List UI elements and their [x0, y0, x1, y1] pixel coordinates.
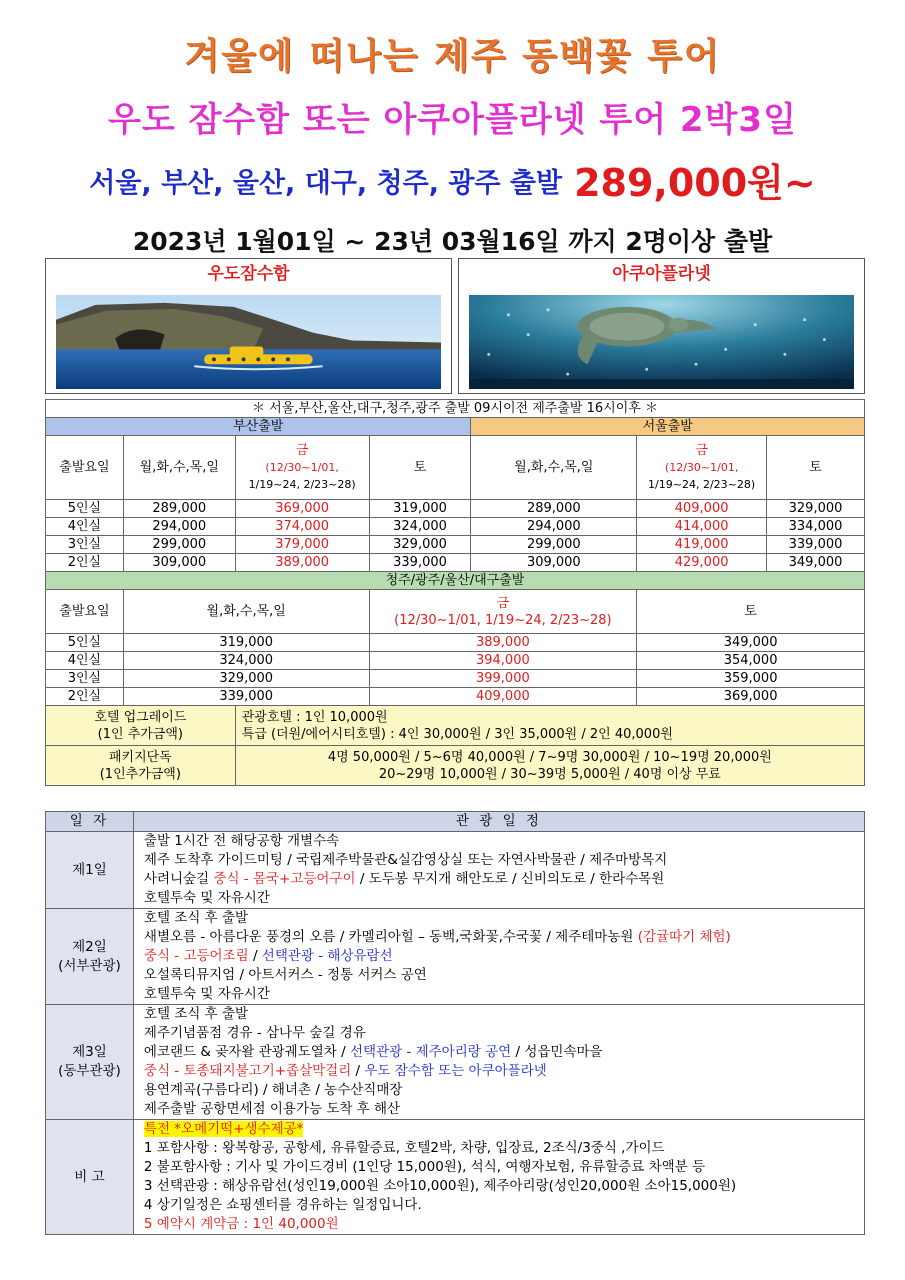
- day1-label: 제1일: [46, 832, 134, 909]
- price-cell: 349,000: [637, 634, 865, 652]
- lunch-text: 중식 - 고등어조림: [143, 948, 249, 964]
- col-friday-note1: (12/30~1/01,: [265, 461, 339, 474]
- hotel-upgrade-label-1: 호텔 업그레이드: [94, 709, 187, 725]
- departure-cities: [0, 152, 905, 207]
- hotel-upgrade-label: [46, 706, 236, 746]
- price-cell: 324,000: [369, 518, 471, 536]
- note-line: 2 불포함사항 : 기사 및 가이드경비 (1인당 15,000원), 석식, 여행자보험, 유류할증료 차액분 등: [143, 1159, 706, 1175]
- col-weekday: 월,화,수,목,일: [123, 436, 235, 500]
- schedule-day3: [46, 1005, 865, 1120]
- price-cell: 329,000: [369, 536, 471, 554]
- photo-row: [45, 258, 865, 394]
- departure-time-notice: ＊ 서울,부산,울산,대구,청주,광주 출발 09시이전 제주출발 16시이후 ＊: [46, 400, 865, 418]
- price-cell: 294,000: [123, 518, 235, 536]
- departure-cities-text: 서울, 부산, 울산, 대구, 청주, 광주 출발: [89, 168, 563, 199]
- price-cell: 369,000: [637, 688, 865, 706]
- table-row: [46, 652, 865, 670]
- schedule-day1: [46, 832, 865, 909]
- col-friday-seoul-label: 금: [695, 443, 708, 458]
- itinerary-line: 제주기념품점 경유 - 삼나무 숲길 경유: [143, 1025, 366, 1041]
- price-cell: 324,000: [123, 652, 369, 670]
- package-label-1: 패키지단독: [108, 749, 172, 765]
- day3-label-sub: (동부관광): [58, 1063, 121, 1079]
- tour-choice-text: 우도 잠수함 또는 아쿠아플라넷: [364, 1063, 547, 1079]
- col-saturday: 토: [369, 436, 471, 500]
- schedule-col-itinerary: 관 광 일 정: [133, 812, 864, 832]
- schedule-col-day: 일 자: [46, 812, 134, 832]
- room-type: 2인실: [46, 554, 124, 572]
- price-cell: 289,000: [471, 500, 637, 518]
- col-weekday-seoul: 월,화,수,목,일: [471, 436, 637, 500]
- photo-aquaplanet: [458, 258, 865, 394]
- itinerary-line: [144, 1120, 861, 1139]
- price-cell: 394,000: [369, 652, 637, 670]
- package-info: [235, 746, 864, 786]
- day3-itinerary: [133, 1005, 864, 1120]
- price-cell: 309,000: [471, 554, 637, 572]
- package-line1: 4명 50,000원 / 5~6명 40,000원 / 7~9명 30,000원 / 10~19명 20,000원: [327, 749, 772, 765]
- col-friday-seoul: [637, 436, 767, 500]
- schedule-notes: [46, 1120, 865, 1235]
- price-cell: 289,000: [123, 500, 235, 518]
- submarine-image: [56, 295, 441, 389]
- special-offer-text: 특전 *오메기떡+생수제공*: [143, 1121, 304, 1137]
- itinerary-line: 호텔 조식 후 출발: [143, 1006, 249, 1022]
- package-line2: 20~29명 10,000원 / 30~39명 5,000원 / 40명 이상 무료: [378, 766, 721, 782]
- table-row: [46, 554, 865, 572]
- table-row: [46, 536, 865, 554]
- table-row: [46, 634, 865, 652]
- notes-content: [133, 1120, 864, 1235]
- package-label-2: (1인추가금액): [99, 766, 181, 782]
- col-friday-seoul-note1: (12/30~1/01,: [664, 461, 739, 474]
- col-friday-seoul-note2: 1/19~24, 2/23~28): [648, 478, 756, 491]
- price-cell: 294,000: [471, 518, 637, 536]
- col-saturday-seoul: 토: [767, 436, 865, 500]
- col-friday: [235, 436, 369, 500]
- price-cell: 354,000: [637, 652, 865, 670]
- hotel-upgrade-line2: 특급 (더원/에어시티호텔) : 4인 30,000원 / 3인 35,000원 / 2인 40,000원: [241, 726, 673, 742]
- col-friday-note2: 1/19~24, 2/23~28): [248, 478, 356, 491]
- package-label: [46, 746, 236, 786]
- price-cell: 409,000: [369, 688, 637, 706]
- price-cell: 374,000: [235, 518, 369, 536]
- hotel-upgrade-label-2: (1인 추가금액): [97, 726, 184, 742]
- room-type: 3인실: [46, 670, 124, 688]
- photo-aquaplanet-title: 아쿠아플라넷: [612, 264, 711, 284]
- price-cell: 329,000: [123, 670, 369, 688]
- note-line: 3 선택관광 : 해상유람선(성인19,000원 소아10,000원), 제주아리랑(성인20,000원 소아15,000원): [143, 1178, 737, 1194]
- price-cell: 309,000: [123, 554, 235, 572]
- col-friday-2: [369, 590, 637, 634]
- itinerary-line: [144, 1062, 861, 1081]
- price-cell: 419,000: [637, 536, 767, 554]
- cheongju-departure-header: 청주/광주/울산/대구출발: [46, 572, 865, 590]
- price-cell: 429,000: [637, 554, 767, 572]
- itinerary-line: [144, 947, 861, 966]
- price-cell: 389,000: [235, 554, 369, 572]
- room-type: 4인실: [46, 652, 124, 670]
- itinerary-line: 출발 1시간 전 해당공항 개별수속: [143, 833, 340, 849]
- tour-subtitle: 우도 잠수함 또는 아쿠아플라넷 투어 2박3일: [108, 100, 797, 140]
- price-cell: 329,000: [767, 500, 865, 518]
- col-saturday-2: 토: [637, 590, 865, 634]
- room-type: 5인실: [46, 634, 124, 652]
- price-cell: 379,000: [235, 536, 369, 554]
- price-cell: 409,000: [637, 500, 767, 518]
- price-cell: 389,000: [369, 634, 637, 652]
- tour-period: 2023년 1월01일 ~ 23년 03월16일 까지 2명이상 출발: [132, 227, 773, 256]
- day2-label-sub: (서부관광): [58, 957, 121, 974]
- col-friday-label: 금: [295, 443, 309, 458]
- price-cell: 414,000: [637, 518, 767, 536]
- price-cell: 299,000: [123, 536, 235, 554]
- room-type: 3인실: [46, 536, 124, 554]
- aquarium-image: [469, 295, 854, 389]
- itinerary-line: 용연계곡(구름다리) / 해녀촌 / 농수산직매장: [143, 1082, 403, 1098]
- itinerary-line: 호텔투숙 및 자유시간: [143, 890, 270, 906]
- hotel-upgrade-info: [235, 706, 864, 746]
- day2-label: [46, 909, 134, 1005]
- lunch-text: 중식 - 몸국+고등어구이: [213, 871, 356, 887]
- day3-label: [46, 1005, 134, 1120]
- room-type: 2인실: [46, 688, 124, 706]
- price-cell: 359,000: [637, 670, 865, 688]
- itinerary-line: 오설록티뮤지엄 / 아트서커스 - 정통 서커스 공연: [143, 967, 427, 983]
- room-type: 4인실: [46, 518, 124, 536]
- table-row: [46, 670, 865, 688]
- table-row: [46, 518, 865, 536]
- lunch-text: 중식 - 토종돼지불고기+좁살막걸리: [143, 1063, 352, 1079]
- col-weekday-2: 월,화,수,목,일: [123, 590, 369, 634]
- price-cell: 319,000: [369, 500, 471, 518]
- col-departure-day: 출발요일: [46, 436, 124, 500]
- itinerary-line: [144, 928, 861, 947]
- busan-departure-header: 부산출발: [46, 418, 471, 436]
- seoul-departure-header: 서울출발: [471, 418, 865, 436]
- price-cell: 299,000: [471, 536, 637, 554]
- price-cell: 399,000: [369, 670, 637, 688]
- optional-tour-text: 선택관광 - 해상유람선: [261, 948, 393, 964]
- day1-itinerary: [133, 832, 864, 909]
- price-cell: 339,000: [369, 554, 471, 572]
- room-type: 5인실: [46, 500, 124, 518]
- table-row: [46, 688, 865, 706]
- schedule-day2: [46, 909, 865, 1005]
- photo-submarine: [45, 258, 452, 394]
- col-friday-2-label: 금: [496, 595, 510, 611]
- itinerary-line: 호텔투숙 및 자유시간: [143, 986, 270, 1002]
- price-cell: 339,000: [767, 536, 865, 554]
- schedule-table: [45, 811, 865, 1235]
- note-line: 1 포함사항 : 왕복항공, 공항세, 유류할증료, 호텔2박, 차량, 입장료, 2조식/3중식 ,가이드: [143, 1140, 665, 1156]
- price-table: [45, 399, 865, 786]
- notes-label: 비 고: [46, 1120, 134, 1235]
- itinerary-text: / 도두봉 무지개 해안도로 / 신비의도로 / 한라수목원: [355, 871, 665, 887]
- itinerary-text: 사려니숲길: [143, 871, 214, 887]
- page-title: 겨울에 떠나는 제주 동백꽃 투어: [184, 36, 721, 77]
- itinerary-text: 새별오름 - 아름다운 풍경의 오름 / 카멜리아힐 – 동백,국화꽃,수국꽃 / 제주테마농원: [143, 929, 638, 945]
- itinerary-line: 제주출발 공항면세점 이용가능 도착 후 해산: [143, 1101, 401, 1117]
- col-departure-day-2: 출발요일: [46, 590, 124, 634]
- price-cell: 369,000: [235, 500, 369, 518]
- price-cell: 319,000: [123, 634, 369, 652]
- deposit-line: 5 예약시 계약금 : 1인 40,000원: [143, 1216, 339, 1232]
- photo-submarine-title: 우도잠수함: [207, 264, 290, 284]
- price-cell: 334,000: [767, 518, 865, 536]
- itinerary-line: [144, 1043, 861, 1062]
- day2-label-text: 제2일: [72, 938, 107, 955]
- itinerary-line: [144, 870, 861, 889]
- itinerary-line: 호텔 조식 후 출발: [143, 910, 249, 926]
- hotel-upgrade-line1: 관광호텔 : 1인 10,000원: [241, 709, 388, 725]
- itinerary-line: 제주 도착후 가이드미팅 / 국립제주박물관&실감영상실 또는 자연사박물관 / 제주마방목지: [143, 852, 668, 868]
- itinerary-text: / 성읍민속마을: [511, 1044, 603, 1060]
- price-cell: 349,000: [767, 554, 865, 572]
- itinerary-text: 에코랜드 & 곶자왈 관광궤도열차 /: [143, 1044, 350, 1060]
- price-cell: 339,000: [123, 688, 369, 706]
- day3-label-text: 제3일: [72, 1044, 107, 1060]
- note-line: 4 상기일정은 쇼핑센터를 경유하는 일정입니다.: [143, 1197, 422, 1213]
- day2-itinerary: [133, 909, 864, 1005]
- table-row: [46, 500, 865, 518]
- starting-price: 289,000원~: [574, 161, 816, 205]
- optional-tour-text: 선택관광 - 제주아리랑 공연: [349, 1044, 512, 1060]
- col-friday-2-note: (12/30~1/01, 1/19~24, 2/23~28): [394, 612, 612, 628]
- itinerary-text: /: [248, 948, 262, 964]
- experience-text: (감귤따기 체험): [637, 929, 731, 945]
- itinerary-text: /: [351, 1063, 365, 1079]
